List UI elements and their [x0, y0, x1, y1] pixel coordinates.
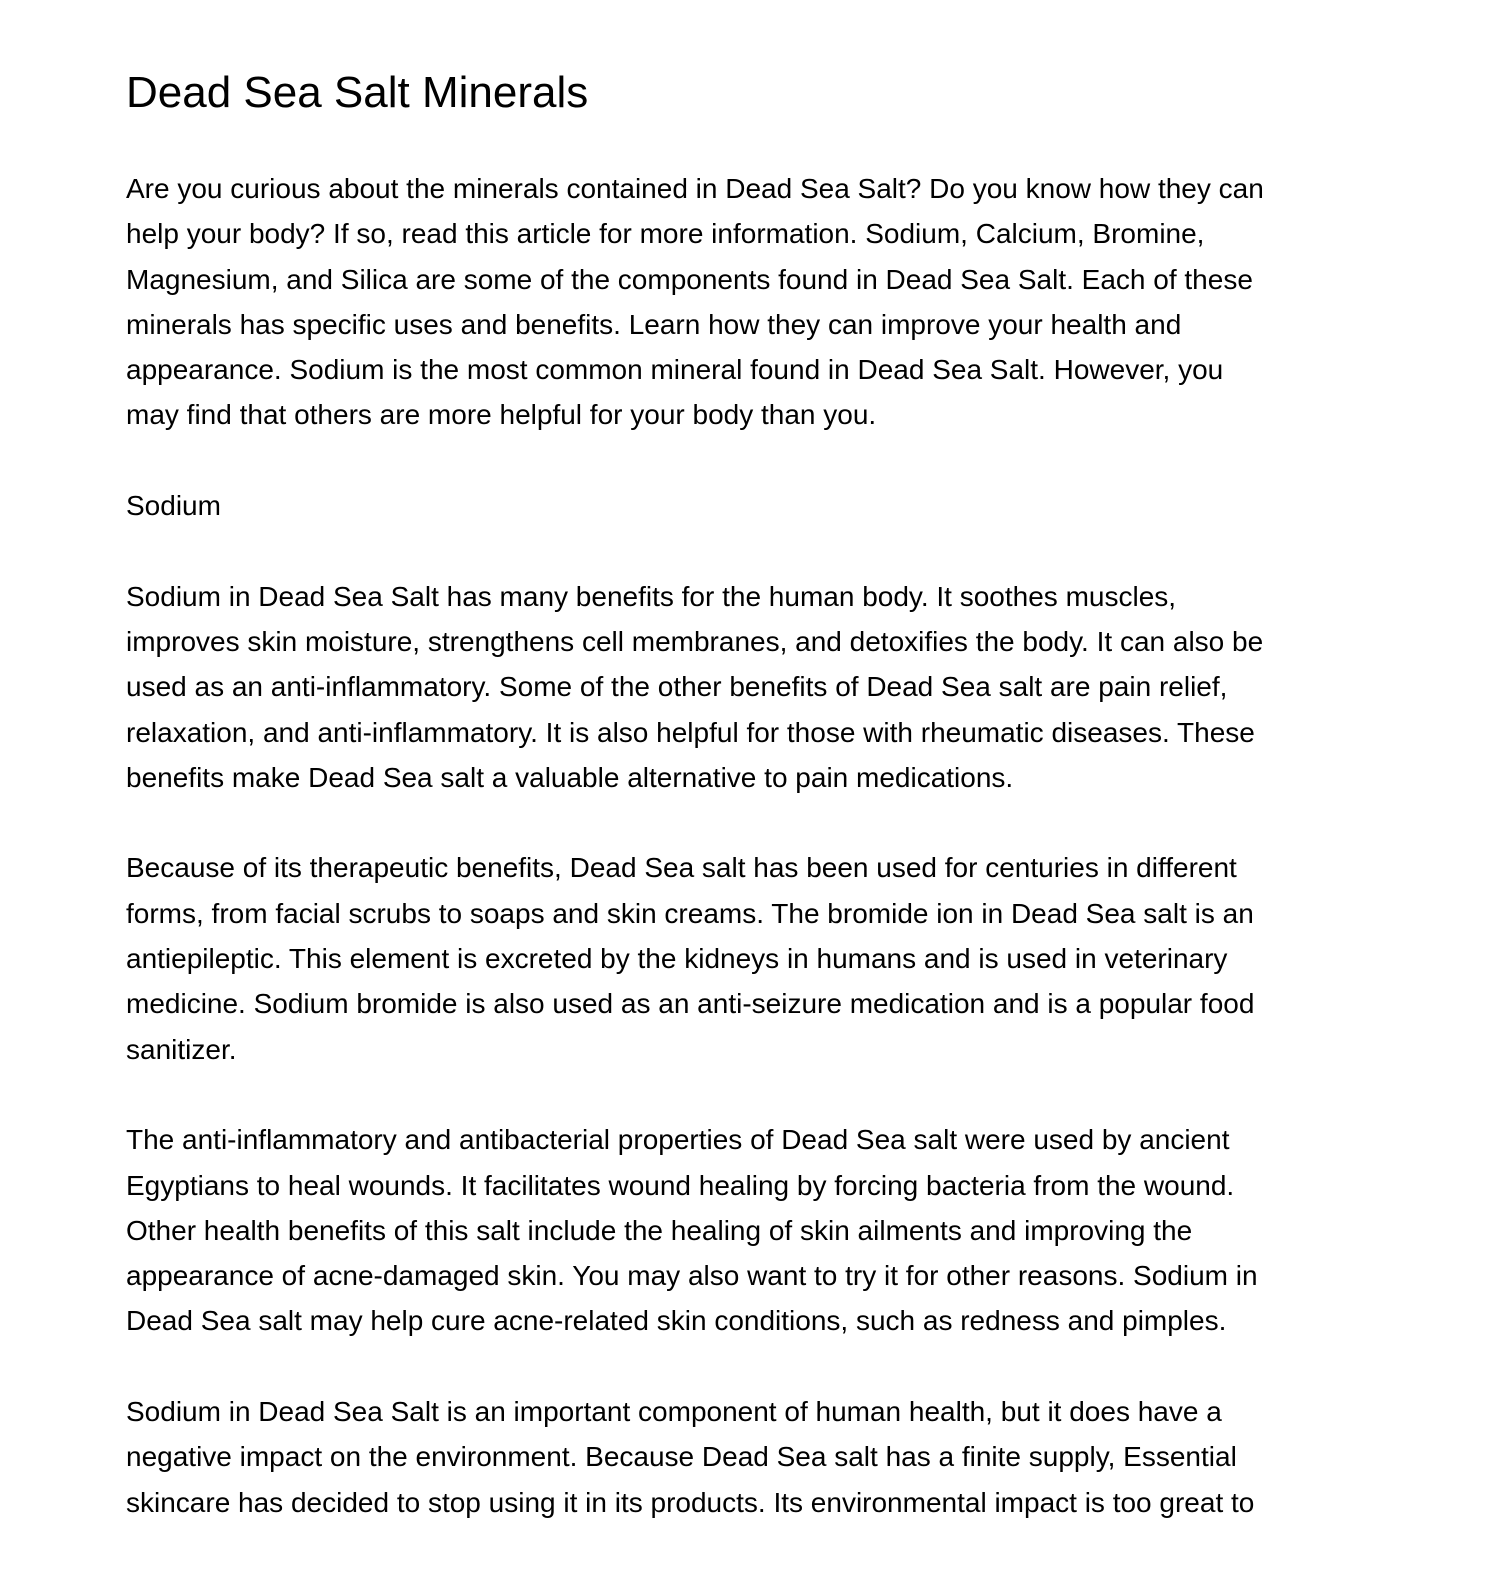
- paragraph-line: negative impact on the environment. Because Dead Sea salt has a finite supply, Essential: [126, 1441, 1237, 1473]
- paragraph-line: Sodium in Dead Sea Salt has many benefits for the human body. It soothes muscles,: [126, 580, 1177, 612]
- paragraph-line: improves skin moisture, strengthens cell membranes, and detoxifies the body. It can also be: [126, 625, 1264, 657]
- paragraph-line: Other health benefits of this salt include the healing of skin ailments and improving the: [126, 1214, 1193, 1246]
- paragraph-line: skincare has decided to stop using it in its products. Its environmental impact is too great to: [126, 1486, 1255, 1518]
- paragraph-line: forms, from facial scrubs to soaps and skin creams. The bromide ion in Dead Sea salt is an: [126, 897, 1254, 929]
- paragraph-line: relaxation, and anti-inflammatory. It is also helpful for those with rheumatic diseases. These: [126, 716, 1255, 748]
- paragraph-line: Are you curious about the minerals contained in Dead Sea Salt? Do you know how they can: [126, 173, 1264, 204]
- paragraph-line: help your body? If so, read this article for more information. Sodium, Calcium, Bromine,: [126, 218, 1205, 250]
- paragraph: [126, 845, 1264, 1071]
- paragraph-line: sanitizer.: [126, 1033, 237, 1065]
- paragraph: [126, 1389, 1264, 1525]
- paragraph-line: benefits make Dead Sea salt a valuable alternative to pain medications.: [126, 761, 1014, 793]
- paragraph: [126, 166, 1264, 438]
- paragraph-line: Sodium in Dead Sea Salt is an important component of human health, but it does have a: [126, 1396, 1222, 1428]
- heading-text: Sodium: [126, 490, 221, 522]
- paragraph-line: antiepileptic. This element is excreted by the kidneys in humans and is used in veterinary: [126, 943, 1228, 975]
- paragraph-line: may find that others are more helpful for your body than you.: [126, 399, 877, 431]
- paragraph: [126, 574, 1264, 800]
- paragraph-line: minerals has specific uses and benefits. Learn how they can improve your health and: [126, 308, 1182, 340]
- section-heading: [126, 483, 1264, 528]
- paragraph-line: Dead Sea salt may help cure acne-related skin conditions, such as redness and pimples.: [126, 1305, 1227, 1337]
- paragraph-line: Egyptians to heal wounds. It facilitates wound healing by forcing bacteria from the wound.: [126, 1169, 1235, 1201]
- paragraph-line: medicine. Sodium bromide is also used as an anti-seizure medication and is a popular food: [126, 988, 1255, 1020]
- document-title: Dead Sea Salt Minerals: [126, 68, 589, 117]
- paragraph-line: Because of its therapeutic benefits, Dead Sea salt has been used for centuries in different: [126, 852, 1237, 884]
- paragraph-line: appearance. Sodium is the most common mineral found in Dead Sea Salt. However, you: [126, 354, 1224, 386]
- document-body: [126, 166, 1264, 1570]
- paragraph-line: The anti-inflammatory and antibacterial properties of Dead Sea salt were used by ancient: [126, 1124, 1230, 1156]
- paragraph-line: used as an anti-inflammatory. Some of the other benefits of Dead Sea salt are pain relief,: [126, 671, 1228, 703]
- paragraph-line: appearance of acne-damaged skin. You may also want to try it for other reasons. Sodium in: [126, 1260, 1258, 1292]
- paragraph-line: Magnesium, and Silica are some of the components found in Dead Sea Salt. Each of these: [126, 263, 1253, 295]
- paragraph: [126, 1117, 1264, 1343]
